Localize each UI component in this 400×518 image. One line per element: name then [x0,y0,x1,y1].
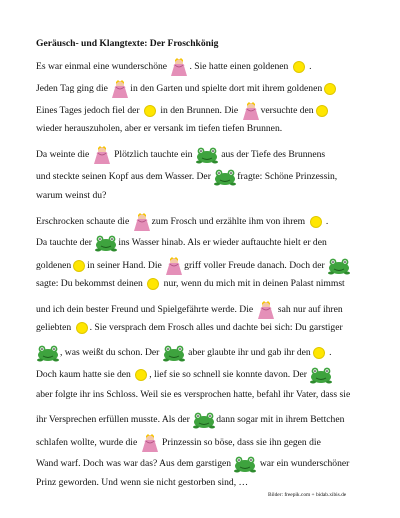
text-segment: Eines Tages jedoch fiel der [36,105,142,117]
text-line [36,212,328,232]
text-line [36,234,327,252]
golden-ball-icon [310,216,322,228]
text-line [36,190,106,202]
text-segment: goldenen [36,260,72,272]
frog-icon [36,344,60,362]
princess-icon [110,79,130,99]
text-segment: versuchte den [260,105,314,117]
frog-icon [192,411,216,429]
text-segment: dann sogar mit in ihrem Bettchen [216,413,345,425]
text-segment: sagte: Du bekommst deinen [36,278,146,290]
text-segment: sah nur auf ihren [275,304,343,316]
text-segment: zum Frosch und erzählte ihm von ihrem [151,215,308,227]
text-line [36,57,312,77]
princess-icon [169,57,189,77]
text-segment: , lief sie so schnell sie konnte davon. Der [149,369,310,381]
text-segment: schlafen wollte, wurde die [36,436,140,448]
text-segment: griff voller Freude danach. Doch der [184,260,328,272]
text-segment: und ich dein bester Freund und Spielgefährte werde. Die [36,304,256,316]
frog-icon [162,344,186,362]
image-credit: Bilder: freepik.com + bidab.xibis.de [268,492,347,498]
golden-ball-icon [324,83,336,95]
princess-icon [164,256,184,276]
text-segment: war ein wunderschöner [257,458,350,469]
text-line [36,411,344,429]
text-line [36,389,350,401]
text-segment: wieder herauszuholen, aber er versank im tiefen tiefen Brunnen. [36,123,283,135]
princess-icon [140,433,160,453]
frog-icon [213,168,237,186]
text-line [36,300,343,320]
text-segment: . [326,347,332,359]
frog-icon [327,257,351,275]
text-segment: Es war einmal eine wunderschöne [36,61,170,73]
text-line [36,477,248,489]
golden-ball-icon [293,61,305,73]
golden-ball-icon [147,278,159,290]
text-segment: Plötzlich tauchte ein [111,149,195,161]
golden-ball-icon [76,322,88,334]
frog-icon [94,234,118,252]
text-segment: aber folgte ihr ins Schloss. Weil sie es versprochen hatte, befahl ihr Vater, dass sie [36,388,351,400]
text-segment: Da tauchte der [36,237,95,248]
text-segment: Wand warf. Doch was war das? Aus dem garstigen [36,458,234,469]
frog-icon [195,146,219,164]
text-line [36,278,345,290]
text-segment: . [323,215,329,227]
golden-ball-icon [73,260,85,272]
golden-ball-icon [144,105,156,117]
text-segment: in seiner Hand. Die [87,260,165,272]
page-title: Geräusch- und Klangtexte: Der Froschkönig [36,38,219,49]
text-segment: Da weinte die [36,149,92,161]
text-segment: und steckte seinen Kopf aus dem Wasser. Der [36,170,214,182]
text-segment: Erschrocken schaute die [36,215,132,227]
text-segment: , was weißt du schon. Der [60,347,162,359]
princess-icon [92,145,112,165]
text-line [36,168,337,186]
text-segment: warum weinst du? [36,189,107,201]
text-line [36,344,332,362]
text-segment: Jeden Tag ging die [36,83,111,95]
text-line [36,145,325,165]
text-segment: in den Garten und spielte dort mit ihrem goldenen [130,83,323,95]
text-line [36,256,351,276]
princess-icon [256,300,276,320]
text-line [36,101,330,121]
golden-ball-icon [316,105,328,117]
princess-icon [132,212,152,232]
text-segment: Prinz geworden. Und wenn sie nicht gestorben sind, … [36,476,249,488]
text-segment: in den Brunnen. Die [157,105,241,117]
text-line [36,123,282,135]
text-line [36,433,321,453]
princess-icon [241,101,261,121]
text-segment: . Sie versprach dem Frosch alles und dachte bei sich: Du garstiger [89,322,343,334]
frog-icon [233,455,257,473]
text-segment: aber glaubte ihr und gab ihr den [185,347,311,359]
text-segment: Prinzessin so böse, dass sie ihn gegen die [159,436,321,448]
text-segment: . Sie hatte einen goldenen [189,61,291,73]
text-line [36,366,333,384]
golden-ball-icon [135,369,147,381]
text-line [36,322,343,334]
text-line [36,455,349,473]
text-segment: ihr Versprechen erfüllen musste. Als der [36,413,193,425]
frog-icon [309,366,333,384]
text-segment: fragte: Schöne Prinzessin, [237,170,338,182]
text-segment: . [306,61,312,73]
golden-ball-icon [313,347,325,359]
text-segment: aus der Tiefe des Brunnens [218,149,326,161]
text-line [36,79,338,99]
text-segment: nur, wenn du mich mit in deinen Palast nimmst [161,278,345,290]
text-segment: Doch kaum hatte sie den [36,369,134,381]
text-segment: geliebten [36,322,74,334]
text-segment: ins Wasser hinab. Als er wieder auftauchte hielt er den [118,237,327,248]
